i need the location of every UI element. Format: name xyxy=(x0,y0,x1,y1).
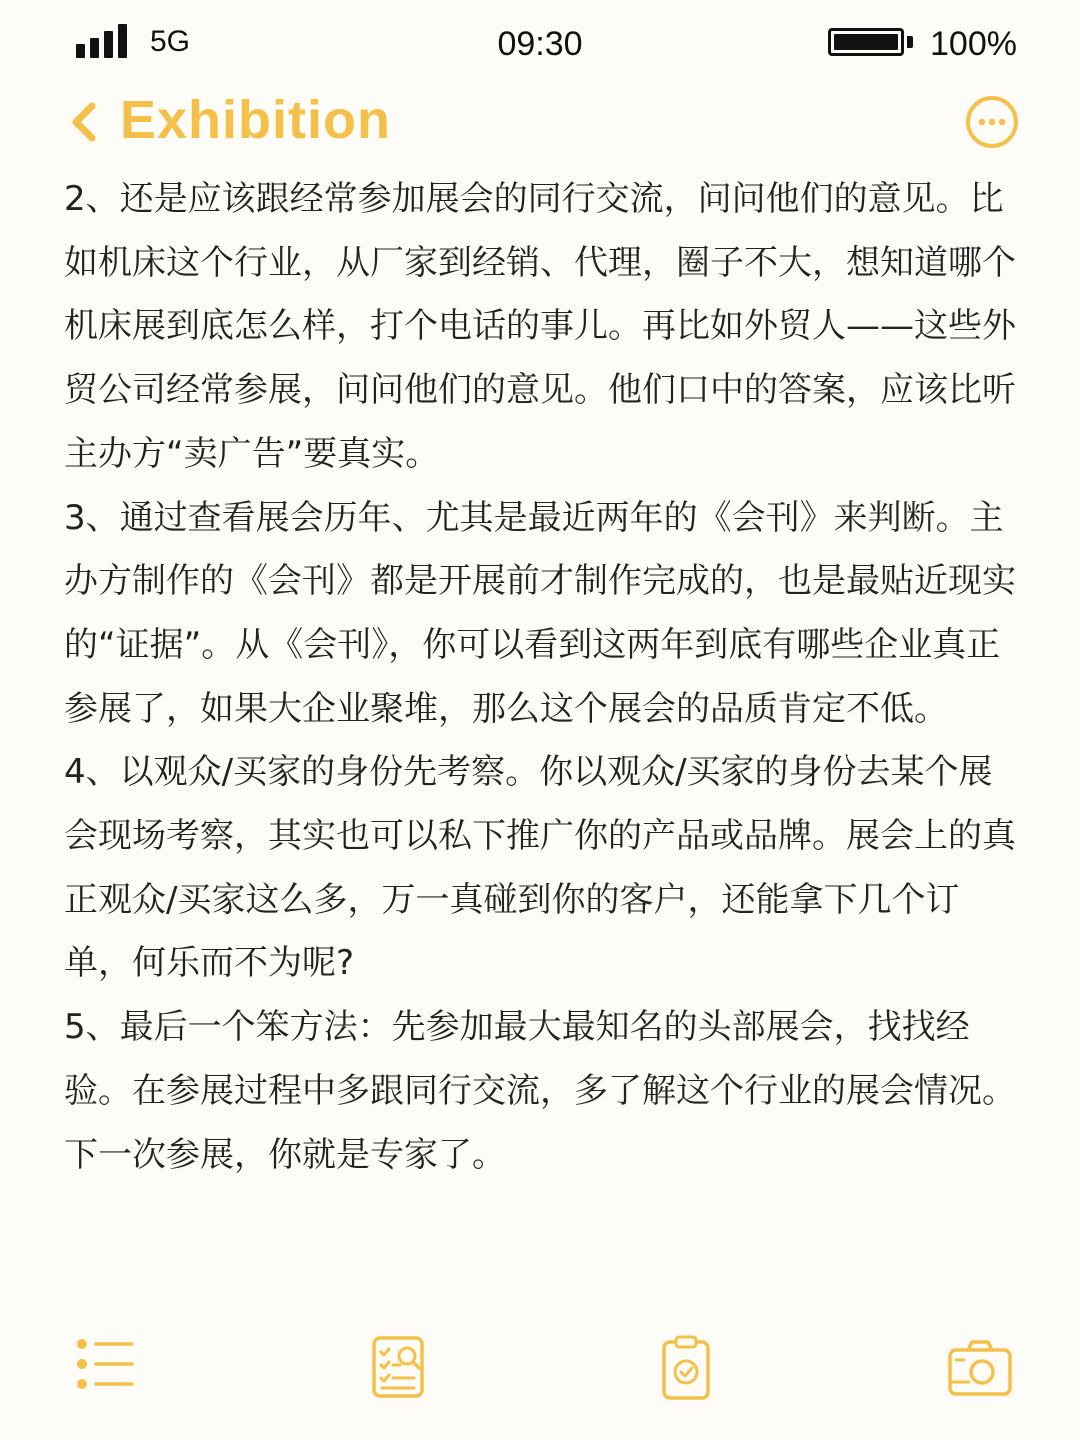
page-title: Exhibition xyxy=(120,90,391,150)
network-type: 5G xyxy=(150,25,191,58)
note-paragraph: 4、以观众/买家的身份先考察。你以观众/买家的身份去某个展会现场考察，其实也可以私下推广你的产品或品牌。展会上的真正观众/买家这么多，万一真碰到你的客户，还能拿下几个订单，何乐而不为呢? xyxy=(64,752,1016,984)
more-options-button[interactable] xyxy=(962,92,1022,152)
note-body[interactable] xyxy=(64,168,1024,1187)
clipboard-check-icon xyxy=(650,1332,722,1404)
note-paragraph: 5、最后一个笨方法：先参加最大最知名的头部展会，找找经验。在参展过程中多跟同行交流，多了解这个行业的展会情况。下一次参展，你就是专家了。 xyxy=(64,1007,1016,1175)
battery-percent: 100% xyxy=(930,25,1017,63)
camera-button[interactable] xyxy=(944,1332,1016,1404)
checklist-search-button[interactable] xyxy=(362,1332,434,1404)
status-time: 09:30 xyxy=(497,25,583,63)
bottom-toolbar xyxy=(0,1320,1080,1420)
checklist-search-icon xyxy=(362,1332,434,1404)
back-button[interactable] xyxy=(56,92,116,152)
list-icon xyxy=(68,1332,140,1404)
note-paragraph: 2、还是应该跟经常参加展会的同行交流，问问他们的意见。比如机床这个行业，从厂家到经销、代理，圈子不大，想知道哪个机床展到底怎么样，打个电话的事儿。再比如外贸人——这些外贸公司经常参展，问问他们的意见。他们口中的答案，应该比听主办方“卖广告”要真实。 xyxy=(64,179,1016,474)
signal-strength-icon xyxy=(76,22,132,58)
more-horizontal-icon xyxy=(962,92,1022,152)
battery-fill xyxy=(834,34,898,50)
note-paragraph: 3、通过查看展会历年、尤其是最近两年的《会刊》来判断。主办方制作的《会刊》都是开展前才制作完成的，也是最贴近现实的“证据”。从《会刊》，你可以看到这两年到底有哪些企业真正参展了，如果大企业聚堆，那么这个展会的品质肯定不低。 xyxy=(64,497,1016,729)
chevron-left-icon xyxy=(56,92,116,152)
status-bar xyxy=(0,0,1080,84)
navigation-bar xyxy=(0,84,1080,160)
clipboard-check-button[interactable] xyxy=(650,1332,722,1404)
list-button[interactable] xyxy=(68,1332,140,1404)
battery-icon xyxy=(828,28,916,60)
camera-icon xyxy=(944,1332,1016,1404)
